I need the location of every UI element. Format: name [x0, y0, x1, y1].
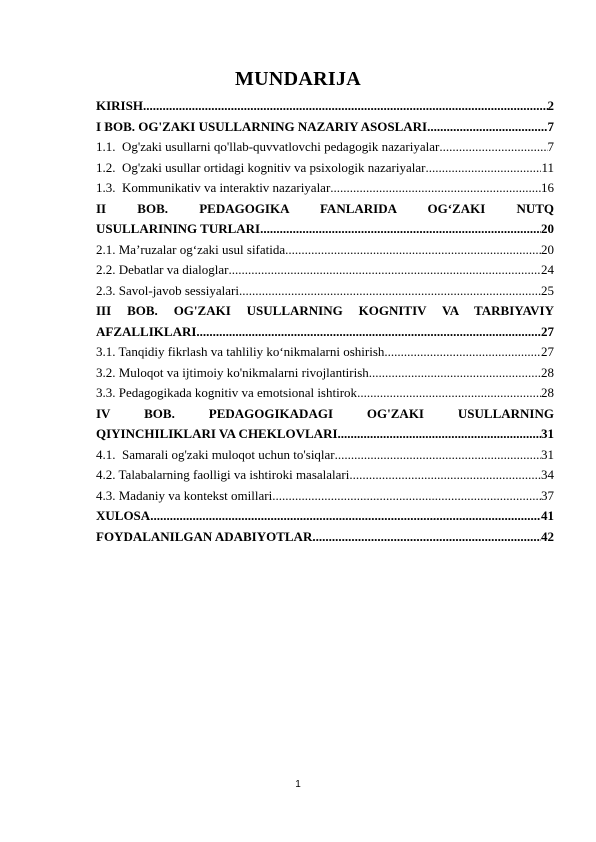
toc-entry-1-1[interactable] [96, 137, 554, 158]
toc-entry-text: 4.2. Talabalarning faolligi va ishtiroki masalalari [96, 467, 350, 482]
toc-entry-text: Kommunikativ va interaktiv nazariyalar [122, 180, 331, 195]
toc-leader-dots [338, 424, 541, 445]
toc-leader-dots [239, 281, 541, 302]
toc-leader-dots [357, 383, 541, 404]
toc-page-number: 20 [541, 241, 554, 257]
toc-entry-text: 2.3. Savol-javob sessiyalari [96, 282, 239, 298]
toc-page-number: 31 [541, 426, 554, 441]
toc-leader-dots [335, 445, 541, 466]
table-of-contents [96, 96, 554, 547]
toc-entry-2-2[interactable] [96, 260, 554, 281]
toc-title: MUNDARIJA [234, 68, 362, 90]
toc-leader-dots [143, 96, 548, 117]
toc-entry-chapter-1[interactable] [96, 117, 554, 138]
toc-entry-chapter-2[interactable] [96, 199, 554, 240]
page-number-footer: 1 [295, 779, 301, 790]
toc-page-number: 11 [541, 159, 554, 175]
toc-entry-1-3[interactable] [96, 178, 554, 199]
toc-entry-text: USULLARINING TURLARI [96, 221, 261, 236]
toc-entry-text: 2.1. Ma’ruzalar og‘zaki usul sifatida [96, 241, 286, 257]
toc-entry-2-3[interactable] [96, 281, 554, 302]
toc-entry-chapter-3[interactable] [96, 301, 554, 342]
toc-entry-adabiyotlar[interactable] [96, 527, 554, 548]
toc-leader-dots [285, 240, 541, 261]
toc-leader-dots [150, 506, 541, 527]
toc-entry-kirish[interactable] [96, 96, 554, 117]
toc-page-number: 28 [541, 385, 554, 400]
toc-entry-text: Og'zaki usullarni qo'llab-quvvatlovchi pedagogik nazariyalar [122, 139, 440, 154]
toc-leader-dots [349, 465, 541, 486]
toc-entry-text: 3.2. Muloqot va ijtimoiy ko'nikmalarni rivojlantirish [96, 364, 369, 380]
toc-entry-2-1[interactable] [96, 240, 554, 261]
toc-entry-text: Og'zaki usullar ortidagi kognitiv va psixologik nazariyalar [122, 159, 426, 175]
toc-leader-dots [330, 178, 541, 199]
toc-leader-dots [384, 342, 541, 363]
toc-page-number: 28 [541, 364, 554, 380]
toc-leader-dots [439, 137, 547, 158]
toc-entry-4-2[interactable] [96, 465, 554, 486]
toc-entry-heading-line: II BOB. PEDAGOGIKA FANLARIDA OG‘ZAKI NUTQ [96, 200, 554, 216]
toc-page-number: 42 [541, 528, 554, 544]
toc-page-number: 37 [541, 487, 554, 503]
toc-entry-xulosa[interactable] [96, 506, 554, 527]
toc-page-number: 27 [541, 323, 554, 339]
toc-entry-4-1[interactable] [96, 445, 554, 466]
toc-entry-number: 1.1. [96, 139, 116, 154]
toc-page-number: 24 [541, 262, 554, 277]
toc-leader-dots [427, 117, 547, 138]
toc-page-number: 7 [547, 118, 554, 134]
toc-leader-dots [228, 260, 541, 281]
toc-entry-text: QIYINCHILIKLARI VA CHEKLOVLARI [96, 426, 338, 441]
toc-entry-3-2[interactable] [96, 363, 554, 384]
toc-leader-dots [312, 527, 541, 548]
toc-entry-chapter-4[interactable] [96, 404, 554, 445]
toc-entry-text: FOYDALANILGAN ADABIYOTLAR [96, 528, 313, 544]
toc-entry-1-2[interactable] [96, 158, 554, 179]
toc-entry-text: 4.1. Samarali og'zaki muloqot uchun to'siqlar [96, 446, 335, 462]
toc-leader-dots [425, 158, 541, 179]
toc-entry-text: XULOSA [96, 508, 151, 523]
toc-entry-heading-line: III BOB. OG'ZAKI USULLARNING KOGNITIV VA TARBIYAVIY [96, 303, 554, 318]
toc-page-number: 20 [541, 221, 554, 236]
toc-page-number: 2 [547, 98, 554, 113]
toc-entry-number: 1.2. [96, 159, 116, 175]
toc-leader-dots [260, 219, 541, 240]
toc-leader-dots [369, 363, 541, 384]
toc-leader-dots [272, 486, 541, 507]
toc-entry-text: 4.3. Madaniy va kontekst omillari [96, 487, 273, 503]
toc-entry-text: 3.3. Pedagogikada kognitiv va emotsional ishtirok [96, 385, 358, 400]
toc-entry-text: KIRISH [96, 98, 143, 113]
toc-page-number: 16 [541, 180, 554, 195]
toc-page-number: 41 [541, 508, 554, 523]
toc-entry-text: AFZALLIKLARI [96, 323, 197, 339]
toc-entry-text: 2.2. Debatlar va dialoglar [96, 262, 229, 277]
toc-page-number: 7 [547, 139, 554, 154]
toc-entry-3-3[interactable] [96, 383, 554, 404]
toc-entry-heading-line: IV BOB. PEDAGOGIKADAGI OG'ZAKI USULLARNING [96, 405, 554, 421]
toc-entry-number: 1.3. [96, 180, 116, 195]
toc-leader-dots [196, 322, 541, 343]
toc-entry-text: I BOB. OG'ZAKI USULLARNING NAZARIY ASOSLARI [96, 118, 428, 134]
toc-entry-4-3[interactable] [96, 486, 554, 507]
toc-entry-text: 3.1. Tanqidiy fikrlash va tahliliy ko‘nikmalarni oshirish [96, 344, 385, 359]
toc-page-number: 31 [541, 446, 554, 462]
toc-page-number: 34 [541, 467, 554, 482]
toc-page-number: 27 [541, 344, 554, 359]
toc-entry-3-1[interactable] [96, 342, 554, 363]
toc-page-number: 25 [541, 282, 554, 298]
